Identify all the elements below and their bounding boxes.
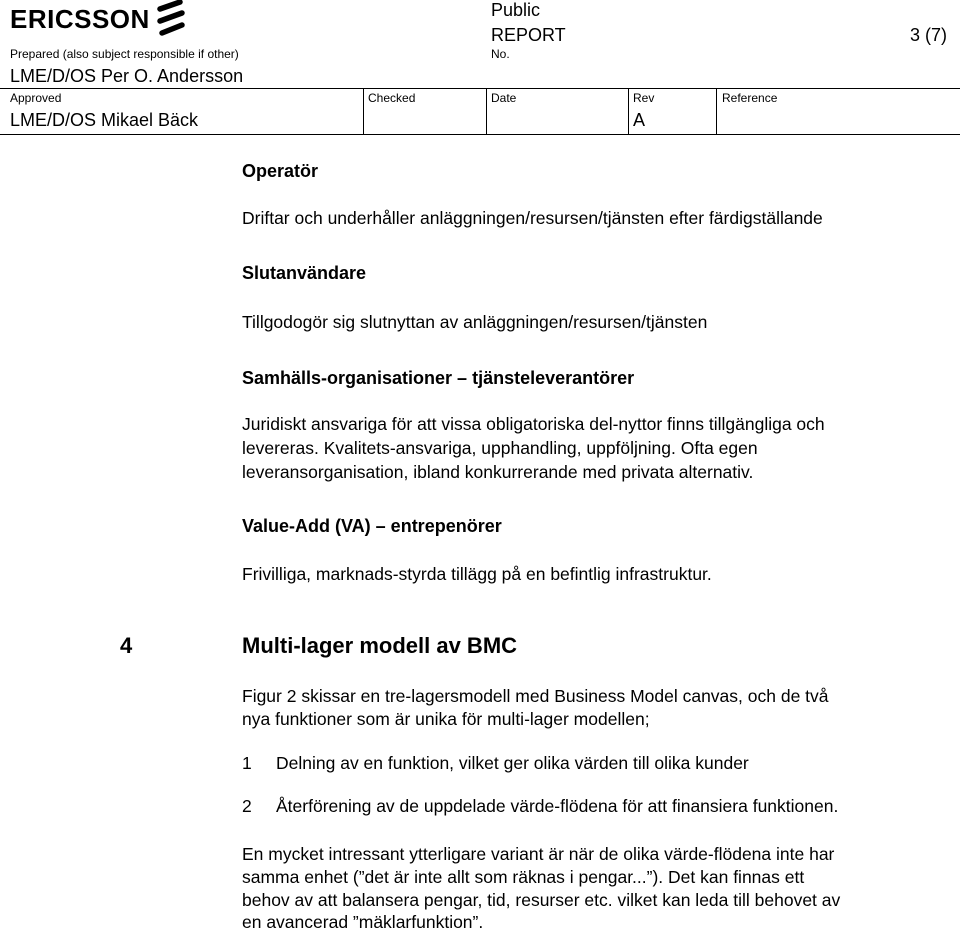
closing-text-line: en avancerad ”mäklarfunktion”.	[242, 912, 484, 932]
header-divider-bottom	[0, 134, 960, 135]
society-text-line: leveransorganisation, ibland konkurrerande med privata alternativ.	[242, 462, 754, 482]
header-column-divider	[716, 88, 717, 134]
society-text-line: levereras. Kvalitets-ansvariga, upphandling, uppföljning. Ofta egen	[242, 438, 758, 458]
society-heading: Samhälls-organisationer – tjänsteleverantörer	[242, 368, 635, 388]
section-title: Multi-lager modell av BMC	[242, 633, 518, 658]
operator-heading: Operatör	[242, 161, 319, 181]
list-item-text: Delning av en funktion, vilket ger olika värden till olika kunder	[276, 753, 749, 773]
prepared-label: Prepared (also subject responsible if other)	[10, 47, 239, 61]
society-text-line: Juridiskt ansvariga för att vissa obligatoriska del-nyttor finns tillgängliga och	[242, 414, 825, 434]
document-type: REPORT	[491, 25, 566, 45]
operator-text: Driftar och underhåller anläggningen/resursen/tjänsten efter färdigställande	[242, 208, 823, 228]
closing-text-line: samma enhet (”det är inte allt som räknas i pengar...”). Det kan finnas ett	[242, 867, 805, 887]
header-column-divider	[628, 88, 629, 134]
approved-label: Approved	[10, 91, 62, 105]
section-number: 4	[120, 633, 133, 658]
va-heading: Value-Add (VA) – entrepenörer	[242, 516, 502, 536]
figure-text-line: nya funktioner som är unika för multi-lager modellen;	[242, 709, 650, 729]
company-logo-text: ERICSSON	[10, 4, 150, 34]
reference-label: Reference	[722, 91, 778, 105]
ericsson-logo-icon	[156, 0, 186, 38]
rev-value: A	[633, 110, 646, 130]
closing-text-line: behov av att balansera pengar, tid, resurser etc. vilket kan leda till behovet av	[242, 890, 841, 910]
header-divider-top	[0, 88, 960, 89]
rev-label: Rev	[633, 91, 655, 105]
date-label: Date	[491, 91, 517, 105]
enduser-heading: Slutanvändare	[242, 263, 367, 283]
classification-label: Public	[491, 0, 541, 20]
va-text: Frivilliga, marknads-styrda tillägg på en befintlig infrastruktur.	[242, 564, 712, 584]
enduser-text: Tillgodogör sig slutnyttan av anläggningen/resursen/tjänsten	[242, 312, 708, 332]
header-column-divider	[363, 88, 364, 134]
page-number: 3 (7)	[910, 25, 948, 45]
list-item-number: 1	[242, 753, 252, 773]
closing-text-line: En mycket intressant ytterligare variant är när de olika värde-flödena inte har	[242, 844, 835, 864]
document-number-label: No.	[491, 47, 510, 61]
figure-text-line: Figur 2 skissar en tre-lagersmodell med Business Model canvas, och de två	[242, 686, 829, 706]
list-item-number: 2	[242, 796, 252, 816]
prepared-value: LME/D/OS Per O. Andersson	[10, 66, 244, 86]
approved-value: LME/D/OS Mikael Bäck	[10, 110, 199, 130]
header-column-divider	[486, 88, 487, 134]
checked-label: Checked	[368, 91, 416, 105]
list-item-text: Återförening av de uppdelade värde-flödena för att finansiera funktionen.	[276, 796, 839, 816]
